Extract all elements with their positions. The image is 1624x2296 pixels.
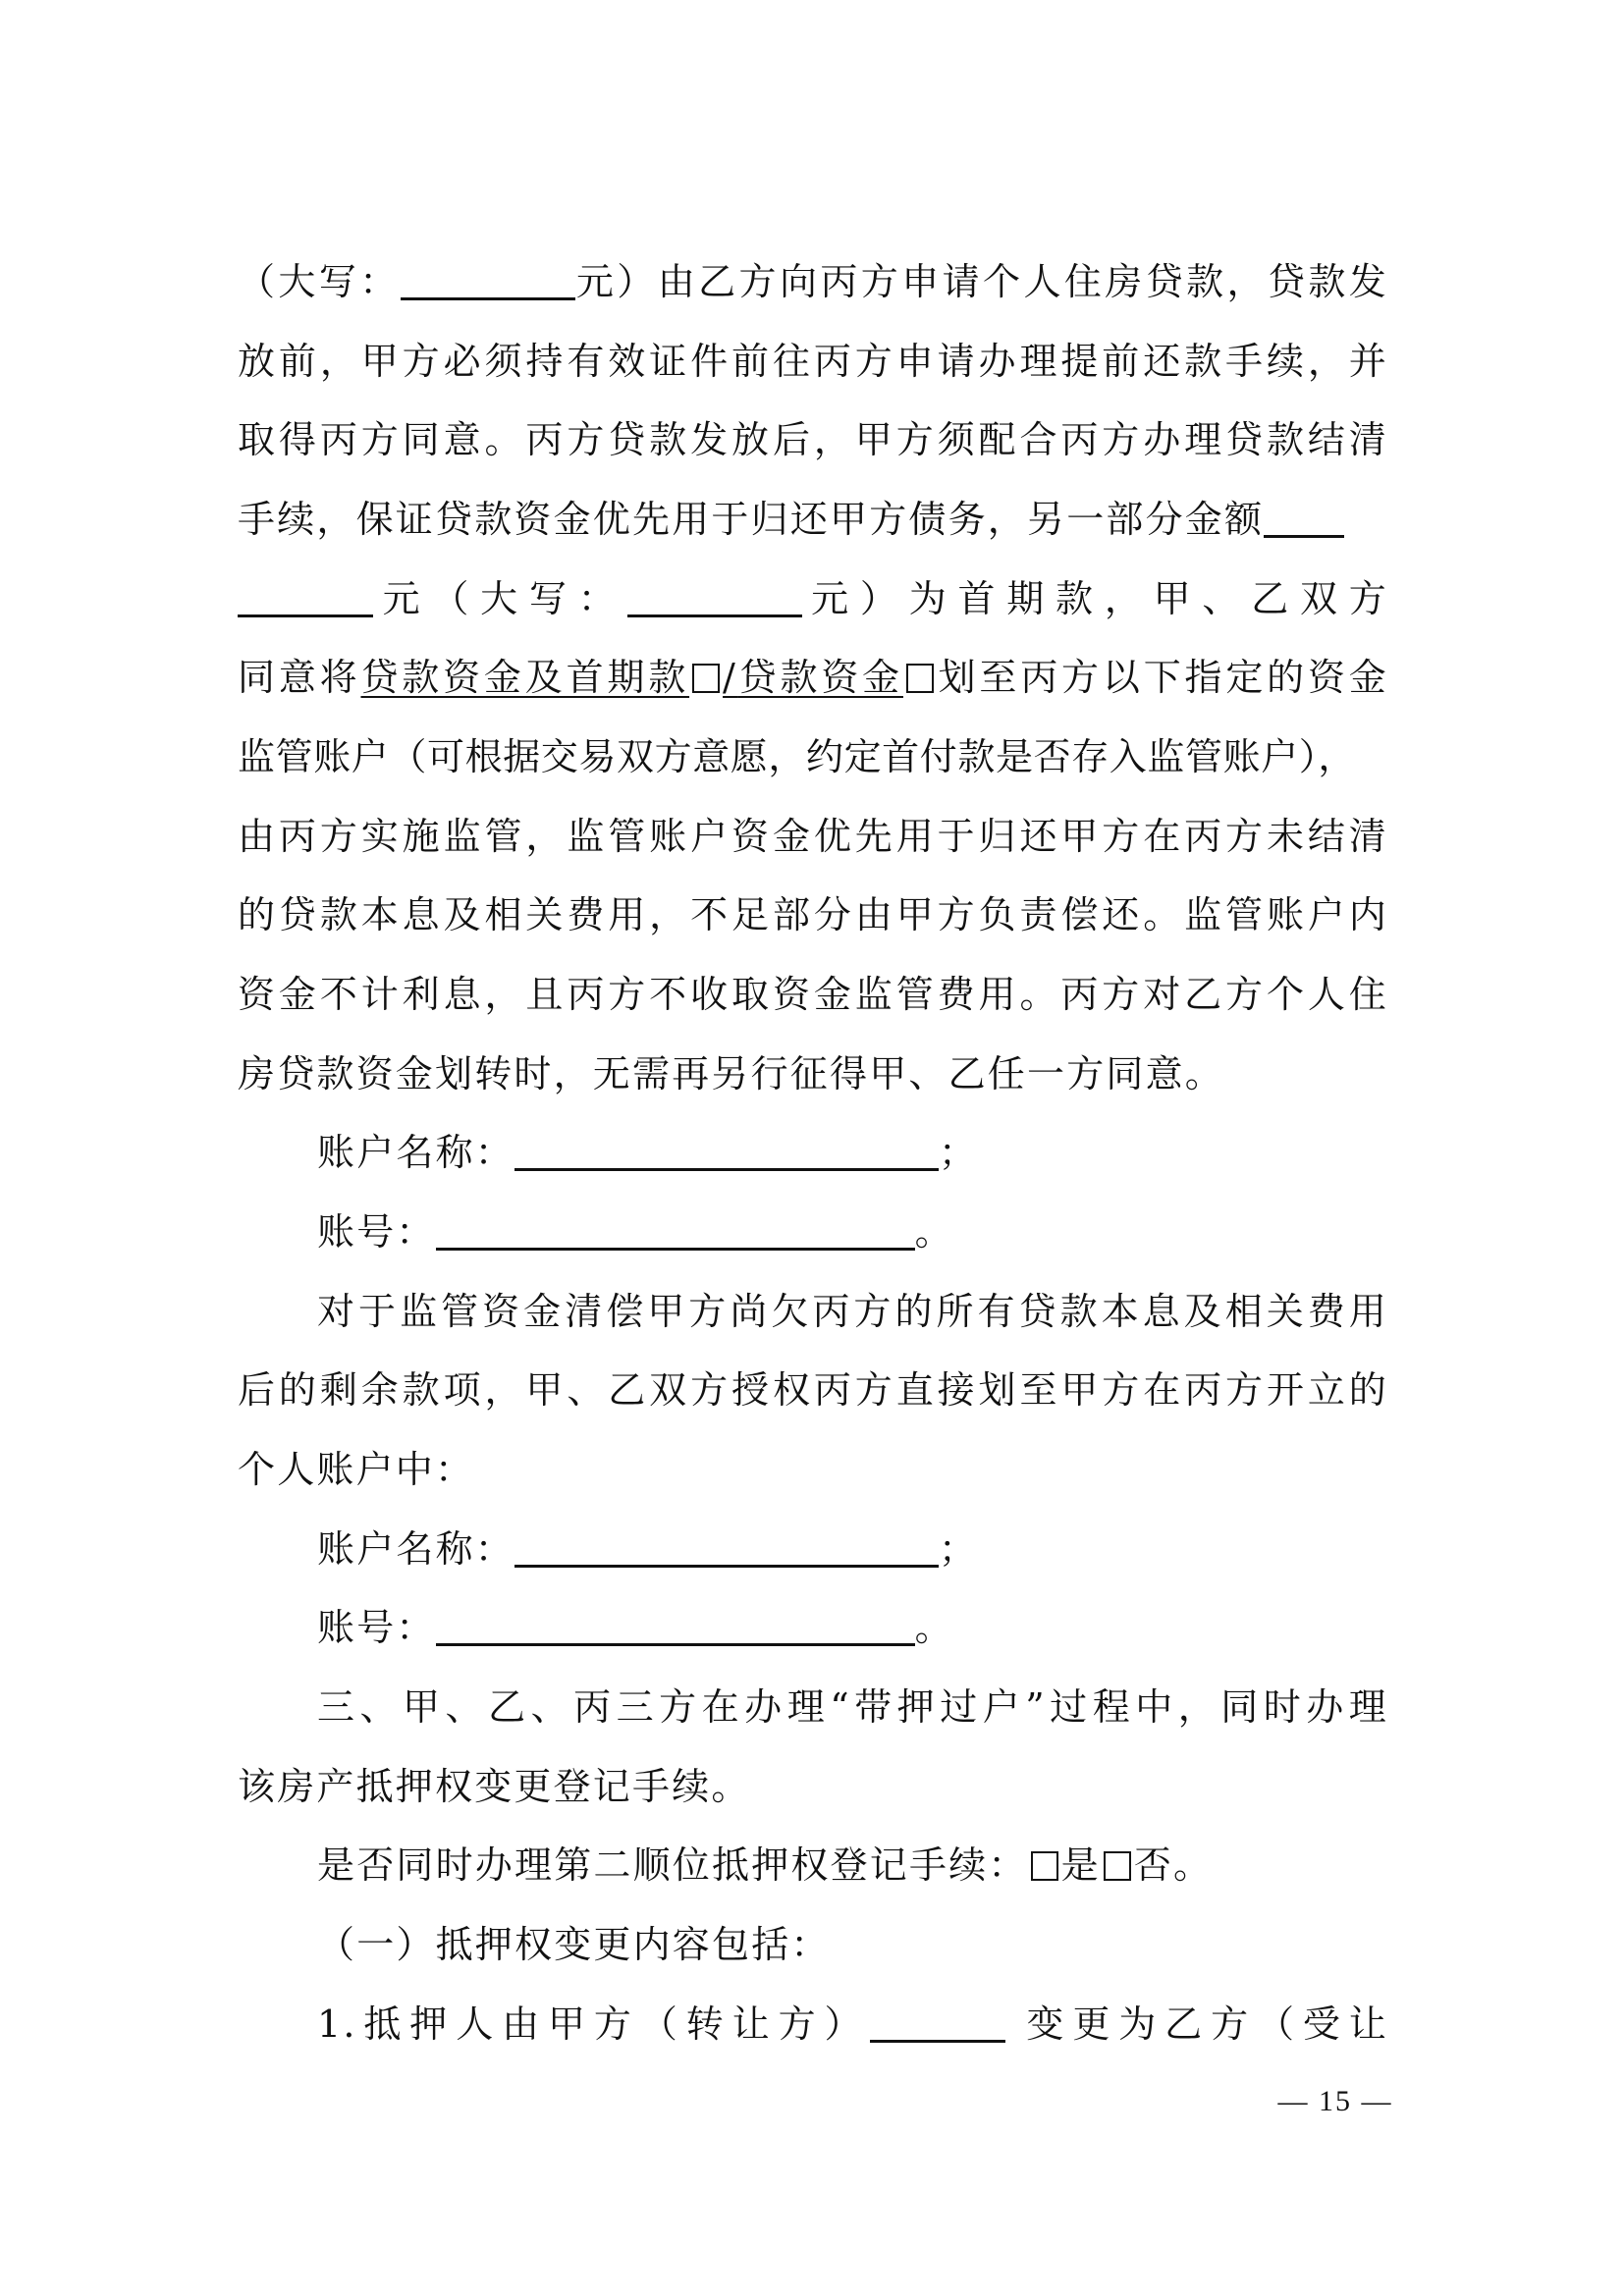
paragraph-line: 取得丙方同意。丙方贷款发放后，甲方须配合丙方办理贷款结清 bbox=[238, 418, 1388, 461]
personal-account-name-row: 账户名称： ； bbox=[317, 1527, 979, 1571]
down-payment-amount-blank[interactable] bbox=[238, 577, 373, 617]
supervised-account-number-field[interactable] bbox=[436, 1210, 915, 1251]
supervised-account-name-field[interactable] bbox=[514, 1131, 939, 1171]
supervised-account-name-row: 账户名称： ； bbox=[317, 1131, 979, 1174]
paragraph-line: 同意将贷款资金及首期款 /贷款资金 划至丙方以下指定的资金 bbox=[238, 656, 1388, 699]
transferor-name-blank[interactable] bbox=[870, 2002, 1005, 2043]
subsection-heading: （一）抵押权变更内容包括： bbox=[317, 1923, 831, 1966]
checkbox-loan-and-down-payment[interactable] bbox=[692, 664, 720, 693]
checkbox-second-lien-no[interactable] bbox=[1104, 1851, 1131, 1881]
paragraph-line: 监管账户（可根据交易双方意愿，约定首付款是否存入监管账户）， bbox=[238, 735, 1357, 778]
down-payment-amount-blank-start[interactable] bbox=[1264, 498, 1344, 538]
paragraph-line: 该房产抵押权变更登记手续。 bbox=[238, 1765, 751, 1808]
section-heading-three: 三、甲、乙、丙三方在办理“带押过户”过程中，同时办理 bbox=[317, 1685, 1388, 1729]
paragraph-line: （大写： 元）由乙方向丙方申请个人住房贷款，贷款发 bbox=[238, 260, 1388, 303]
checkbox-loan-only[interactable] bbox=[906, 664, 934, 693]
paragraph-line: 元（大写： 元）为首期款，甲、乙双方 bbox=[238, 569, 1388, 628]
paragraph-line: 房贷款资金划转时，无需再另行征得甲、乙任一方同意。 bbox=[238, 1052, 1225, 1095]
mortgagor-change-row: 1.抵押人由甲方（转让方） 变更为乙方（受让 bbox=[317, 2002, 1389, 2046]
paragraph-line: 由丙方实施监管，监管账户资金优先用于归还甲方在丙方未结清 bbox=[238, 815, 1388, 858]
personal-account-number-field[interactable] bbox=[436, 1606, 915, 1646]
amount-in-words-blank[interactable] bbox=[401, 260, 575, 300]
checkbox-second-lien-yes[interactable] bbox=[1031, 1851, 1058, 1881]
paragraph-line: 放前，甲方必须持有效证件前往丙方申请办理提前还款手续，并 bbox=[238, 340, 1388, 383]
paragraph-line: 个人账户中： bbox=[238, 1448, 475, 1491]
down-payment-words-blank[interactable] bbox=[627, 577, 802, 617]
paragraph-line: 的贷款本息及相关费用，不足部分由甲方负责偿还。监管账户内 bbox=[238, 893, 1388, 936]
personal-account-number-row: 账号： 。 bbox=[317, 1606, 954, 1649]
paragraph-line: 对于监管资金清偿甲方尚欠丙方的所有贷款本息及相关费用 bbox=[317, 1290, 1388, 1333]
personal-account-name-field[interactable] bbox=[514, 1527, 939, 1568]
page-number: — 15 — bbox=[1277, 2085, 1393, 2117]
paragraph-line: 资金不计利息，且丙方不收取资金监管费用。丙方对乙方个人住 bbox=[238, 973, 1388, 1016]
paragraph-line: 后的剩余款项，甲、乙双方授权丙方直接划至甲方在丙方开立的 bbox=[238, 1368, 1388, 1412]
paragraph-line: 手续，保证贷款资金优先用于归还甲方债务，另一部分金额 bbox=[238, 490, 1388, 549]
supervised-account-number-row: 账号： 。 bbox=[317, 1210, 954, 1254]
second-lien-question-row: 是否同时办理第二顺位抵押权登记手续： 是 否。 bbox=[317, 1843, 1214, 1887]
